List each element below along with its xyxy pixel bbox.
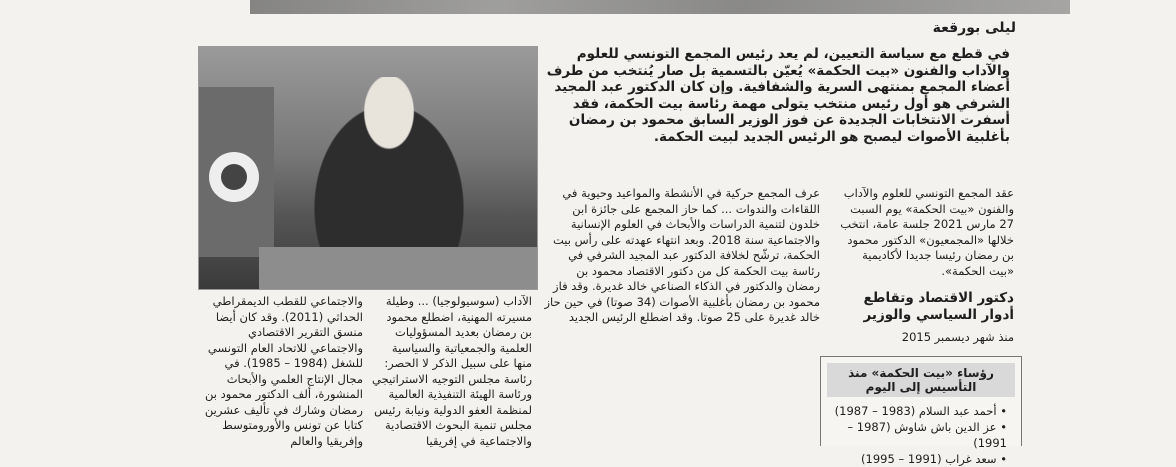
portrait-photo: [198, 46, 538, 290]
dateline: منذ شهر ديسمبر 2015: [901, 330, 1014, 344]
section-subheading: دكتور الاقتصاد وتقاطع أدوار السياسي والوزير: [863, 290, 1014, 323]
article-column-3: الآداب (سوسيولوجيا) ... وطيلة مسيرته المهنية، اضطلع محمود بن رمضان بعديد المسؤوليات العلمية والجمعياتية والسياسية منها على سبيل الذكر لا الحصر: رئاسة مجلس التوجيه الاستراتيجي ورئاسة الهيئة التنفيذية العالمية لمنظمة العفو الدولية ونيابة رئيس مجلس تنمية البحوث الاقتصادية والاجتماعية في إفريقيا: [371, 294, 532, 448]
article-column-4: والاجتماعي للقطب الديمقراطي الحداثي (2011). وقد كان أيضا منسق التقرير الاقتصادي والاجتماعي للاتحاد العام التونسي للشغل (1984 – 1985). في مجال الإنتاج العلمي والأبحاث المنشورة، ألف الدكتور محمود بن رمضان وشارك في تأليف عشرين كتابا عن تونس والأورومتوسط وإفريقيا والعالم: [204, 294, 363, 448]
list-item: • عز الدين باش شاوش (1987 – 1991): [827, 419, 1007, 451]
flag-emblem-icon: [209, 152, 259, 202]
presidents-sidebar-box: [820, 356, 1022, 466]
lead-paragraph: في قطع مع سياسة التعيين، لم يعد رئيس المجمع التونسي للعلوم والآداب والفنون «بيت الحكمة» يُعيّن بالتسمية بل صار يُنتخب من طرف أعضاء المجمع بمنتهى السرية والشفافية. وإن كان الدكتور عبد المجيد الشرفي هو أول رئيس منتخب يتولى مهمة رئاسة بيت الحكمة، فقد أسفرت الانتخابات الجديدة عن فوز الوزير السابق محمود بن رمضان بأغلبية الأصوات ليصبح هو الرئيس الجديد لبيت الحكمة.: [546, 46, 1010, 145]
headline-remnant: [250, 0, 1070, 14]
desk-shape: [259, 247, 537, 289]
list-item: • أحمد عبد السلام (1983 – 1987): [827, 403, 1007, 419]
person-figure: [294, 77, 484, 252]
sidebar-box-title: رؤساء «بيت الحكمة» منذ التأسيس إلى اليوم: [827, 363, 1015, 397]
list-item: • سعد غراب (1991 – 1995): [827, 451, 1007, 467]
article-column-1: عقد المجمع التونسي للعلوم والآداب والفنون «بيت الحكمة» يوم السبت 27 مارس 2021 جلسة عامة، انتخب خلالها «المجمعيون» الدكتور محمود بن رمضان رئيسا جديدا لأكاديمية «بيت الحكمة».: [840, 186, 1014, 278]
article-column-2: عرف المجمع حركية في الأنشطة والمواعيد وحيوية في اللقاءات والندوات ... كما حاز المجمع على جائزة ابن خلدون لتنمية الدراسات والأبحاث في العلوم الإنسانية والاجتماعية سنة 2018. وبعد انتهاء عهدته على رأس بيت الحكمة، ترشّح لخلافة الدكتور عبد المجيد الشرفي في رئاسة بيت الحكمة كل من دكتور الاقتصاد محمود بن رمضان والدكتور في الذكاء الصناعي خالد غديرة. وقد فاز محمود بن رمضان بأغلبية الأصوات (34 صوتا) في حين حاز خالد غديرة على 25 صوتا. وقد اضطلع الرئيس الجديد: [544, 186, 820, 324]
author-byline: ليلى بورقعة: [932, 20, 1016, 36]
presidents-list: [821, 403, 1021, 467]
